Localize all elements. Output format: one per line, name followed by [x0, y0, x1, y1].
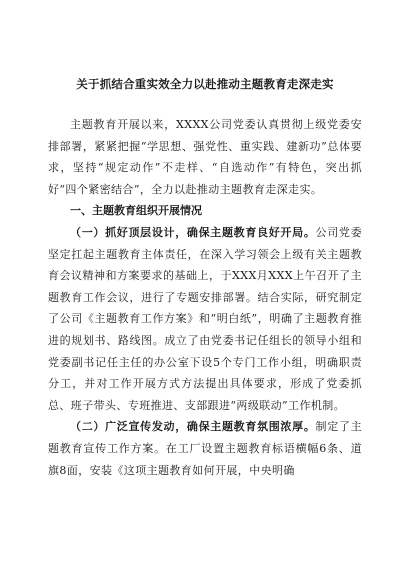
- section-heading: 一、主题教育组织开展情况: [70, 204, 202, 218]
- item1-paragraph: [48, 222, 362, 416]
- intro-paragraph: 主题教育开展以来，XXXX公司党委认真贯彻上级党委安排部署，紧紧把握“学思想、强党性、重实践、建新功”总体要求，坚持“规定动作”不走样、“自选动作”有特色，突出抓好“四个紧密结合”，全力以赴推动主题教育走深走实。: [48, 118, 362, 196]
- document-title: 关于抓结合重实效全力以赴推动主题教育走深走实: [76, 77, 334, 91]
- item2-body: 制定了主题教育宣传工作方案。在工厂设置主题教育标语横幅6条、道旗8面，安装《这项主题教育如何开展，中央明确: [48, 420, 362, 477]
- item1-body: 公司党委坚定扛起主题教育主体责任，在深入学习领会上级有关主题教育会议精神和方案要求的基础上，于XXX月XXX上午召开了主题教育工作会议，进行了专题安排部署。结合实际，研究制定了公司《主题教育工作方案》和“明白纸”，明确了主题教育推进的规划书、路线图。成立了由党委书记任组长的领导小组和党委副书记任主任的办公室下设5个专门工作小组，明确职责分工，并对工作开展方式方法提出具体要求，形成了党委抓总、班子带头、专班推进、支部跟进“两级联动”工作机制。: [48, 225, 362, 412]
- item1-lead: （一）抓好顶层设计，确保主题教育良好开局。: [70, 225, 316, 239]
- item2-paragraph: [48, 416, 362, 481]
- item2-lead: （二）广泛宣传发动，确保主题教育氛围浓厚。: [70, 420, 316, 434]
